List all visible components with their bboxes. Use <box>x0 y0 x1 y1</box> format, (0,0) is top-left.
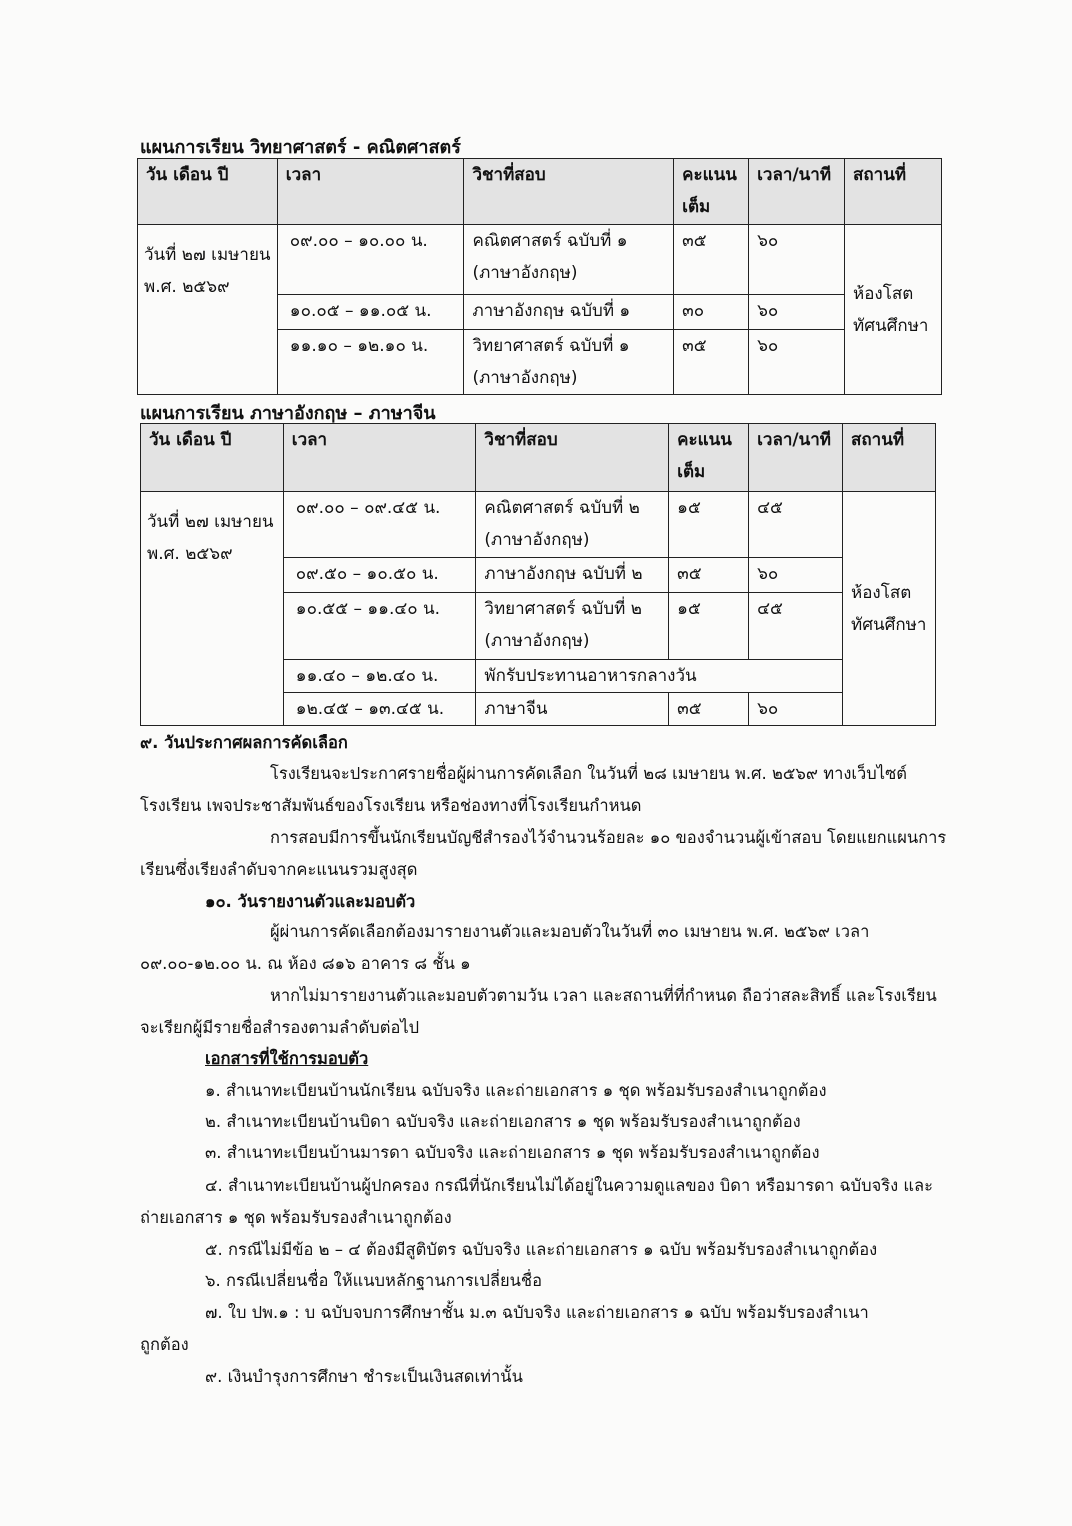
exam-minutes: ๖๐ <box>749 295 845 330</box>
body-text <box>140 0 970 1526</box>
section10-paragraph: ๐๙.๐๐-๑๒.๐๐ น. ณ ห้อง ๘๑๖ อาคาร ๘ ชั้น ๑ <box>140 954 471 973</box>
section10-paragraph: หากไม่มารายงานตัวและมอบตัวตามวัน เวลา และสถานที่ที่กำหนด ถือว่าสละสิทธิ์ และโรงเรียน <box>270 986 937 1005</box>
exam-time: ๐๙.๕๐ – ๑๐.๕๐ น. <box>283 558 476 593</box>
section9-paragraph: โรงเรียน เพจประชาสัมพันธ์ของโรงเรียน หรือช่องทางที่โรงเรียนกำหนด <box>140 796 642 815</box>
exam-minutes: ๖๐ <box>749 558 843 593</box>
document-item: ๓. สำเนาทะเบียนบ้านมารดา ฉบับจริง และถ่ายเอกสาร ๑ ชุด พร้อมรับรองสำเนาถูกต้อง <box>205 1143 820 1162</box>
exam-minutes: ๖๐ <box>749 225 845 295</box>
header-date: วัน เดือน ปี <box>138 159 278 225</box>
exam-time: ๑๐.๕๕ – ๑๑.๔๐ น. <box>283 593 476 660</box>
exam-time: ๐๙.๐๐ – ๑๐.๐๐ น. <box>277 225 464 295</box>
exam-score: ๑๕ <box>669 593 749 660</box>
header-score: คะแนนเต็ม <box>669 424 749 492</box>
header-date: วัน เดือน ปี <box>141 424 284 492</box>
exam-subject: ภาษาอังกฤษ ฉบับที่ ๒ <box>476 558 669 593</box>
document-item: ๒. สำเนาทะเบียนบ้านบิดา ฉบับจริง และถ่ายเอกสาร ๑ ชุด พร้อมรับรองสำเนาถูกต้อง <box>205 1112 801 1131</box>
section9-paragraph: เรียนซึ่งเรียงลำดับจากคะแนนรวมสูงสุด <box>140 860 418 879</box>
exam-room: ห้องโสตทัศนศึกษา <box>845 225 942 395</box>
header-time: เวลา <box>283 424 476 492</box>
document-item: ถูกต้อง <box>140 1335 189 1354</box>
section9-paragraph: โรงเรียนจะประกาศรายชื่อผู้ผ่านการคัดเลือก ในวันที่ ๒๘ เมษายน พ.ศ. ๒๕๖๙ ทางเว็บไซต์ <box>270 764 907 783</box>
section9-title: ๙. วันประกาศผลการคัดเลือก <box>140 733 348 752</box>
exam-minutes: ๔๕ <box>749 492 843 558</box>
header-room: สถานที่ <box>845 159 942 225</box>
header-minutes: เวลา/นาที <box>749 159 845 225</box>
header-subject: วิชาที่สอบ <box>476 424 669 492</box>
exam-date: วันที่ ๒๗ เมษายน พ.ศ. ๒๕๖๙ <box>141 492 284 726</box>
header-subject: วิชาที่สอบ <box>464 159 674 225</box>
section10-paragraph: จะเรียกผู้มีรายชื่อสำรองตามลำดับต่อไป <box>140 1018 420 1037</box>
document-item: ถ่ายเอกสาร ๑ ชุด พร้อมรับรองสำเนาถูกต้อง <box>140 1208 452 1227</box>
exam-time: ๑๑.๔๐ – ๑๒.๔๐ น. <box>283 660 476 693</box>
section10-paragraph: ผู้ผ่านการคัดเลือกต้องมารายงานตัวและมอบตัวในวันที่ ๓๐ เมษายน พ.ศ. ๒๕๖๙ เวลา <box>270 922 870 941</box>
exam-score: ๓๕ <box>669 558 749 593</box>
header-score: คะแนนเต็ม <box>674 159 749 225</box>
header-time: เวลา <box>277 159 464 225</box>
lunch-break: พักรับประทานอาหารกลางวัน <box>476 660 843 693</box>
section9-paragraph: การสอบมีการขึ้นนักเรียนบัญชีสำรองไว้จำนวนร้อยละ ๑๐ ของจำนวนผู้เข้าสอบ โดยแยกแผนการ <box>270 828 947 847</box>
exam-score: ๓๕ <box>669 693 749 726</box>
exam-minutes: ๖๐ <box>749 693 843 726</box>
exam-minutes: ๔๕ <box>749 593 843 660</box>
exam-date: วันที่ ๒๗ เมษายน พ.ศ. ๒๕๖๙ <box>138 225 278 395</box>
exam-subject: ภาษาจีน <box>476 693 669 726</box>
exam-time: ๐๙.๐๐ – ๐๙.๔๕ น. <box>283 492 476 558</box>
exam-room: ห้องโสตทัศนศึกษา <box>842 492 935 726</box>
document-item: ๕. กรณีไม่มีข้อ ๒ – ๔ ต้องมีสูติบัตร ฉบับจริง และถ่ายเอกสาร ๑ ฉบับ พร้อมรับรองสำเนาถูกต้อง <box>205 1240 878 1259</box>
documents-title: เอกสารที่ใช้การมอบตัว <box>205 1049 369 1068</box>
plan2-title: แผนการเรียน ภาษาอังกฤษ – ภาษาจีน <box>140 403 436 424</box>
document-item: ๗. ใบ ปพ.๑ : บ ฉบับจบการศึกษาชั้น ม.๓ ฉบับจริง และถ่ายเอกสาร ๑ ฉบับ พร้อมรับรองสำเนา <box>205 1303 869 1322</box>
document-item: ๑. สำเนาทะเบียนบ้านนักเรียน ฉบับจริง และถ่ายเอกสาร ๑ ชุด พร้อมรับรองสำเนาถูกต้อง <box>205 1081 827 1100</box>
exam-subject: วิทยาศาสตร์ ฉบับที่ ๒ (ภาษาอังกฤษ) <box>476 593 669 660</box>
exam-time: ๑๑.๑๐ – ๑๒.๑๐ น. <box>277 330 464 395</box>
document-item: ๖. กรณีเปลี่ยนชื่อ ให้แนบหลักฐานการเปลี่ยนชื่อ <box>205 1271 542 1290</box>
exam-subject: คณิตศาสตร์ ฉบับที่ ๒ (ภาษาอังกฤษ) <box>476 492 669 558</box>
document-item: ๙. เงินบำรุงการศึกษา ชำระเป็นเงินสดเท่านั้น <box>205 1367 523 1386</box>
exam-minutes: ๖๐ <box>749 330 845 395</box>
exam-time: ๑๐.๐๕ – ๑๑.๐๕ น. <box>277 295 464 330</box>
document-item: ๔. สำเนาทะเบียนบ้านผู้ปกครอง กรณีที่นักเรียนไม่ได้อยู่ในความดูแลของ บิดา หรือมารดา ฉบับจริง และ <box>205 1176 934 1195</box>
plan1-title: แผนการเรียน วิทยาศาสตร์ - คณิตศาสตร์ <box>140 137 461 158</box>
exam-subject: วิทยาศาสตร์ ฉบับที่ ๑ (ภาษาอังกฤษ) <box>464 330 674 395</box>
section10-title: ๑๐. วันรายงานตัวและมอบตัว <box>205 892 416 911</box>
exam-score: ๓๐ <box>674 295 749 330</box>
header-room: สถานที่ <box>842 424 935 492</box>
exam-subject: ภาษาอังกฤษ ฉบับที่ ๑ <box>464 295 674 330</box>
exam-score: ๑๕ <box>669 492 749 558</box>
exam-subject: คณิตศาสตร์ ฉบับที่ ๑ (ภาษาอังกฤษ) <box>464 225 674 295</box>
exam-score: ๓๕ <box>674 225 749 295</box>
header-minutes: เวลา/นาที <box>749 424 843 492</box>
exam-time: ๑๒.๔๕ – ๑๓.๔๕ น. <box>283 693 476 726</box>
exam-score: ๓๕ <box>674 330 749 395</box>
